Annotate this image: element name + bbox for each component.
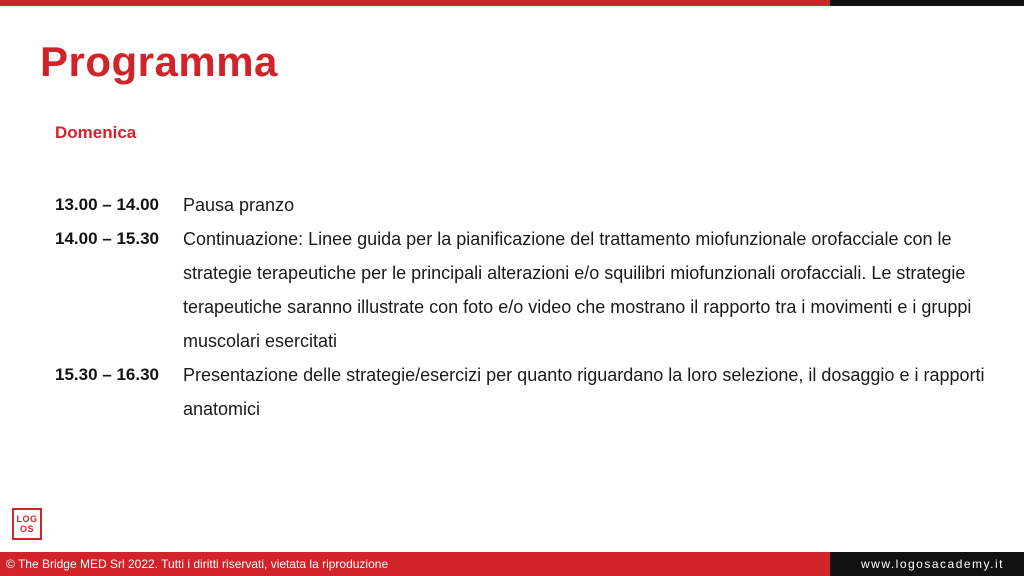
agenda-row bbox=[55, 222, 995, 358]
agenda-description: Pausa pranzo bbox=[183, 195, 295, 215]
agenda-time: 15.30 – 16.30 bbox=[55, 365, 159, 384]
website-link[interactable]: www.logosacademy.it bbox=[861, 557, 1004, 571]
agenda-description: Presentazione delle strategie/esercizi per quanto riguardano la loro selezione, il dosaggio e i rapporti anatomici bbox=[183, 365, 985, 419]
page-title: Programma bbox=[40, 38, 278, 85]
agenda-time: 13.00 – 14.00 bbox=[55, 195, 159, 214]
footer-bar bbox=[0, 552, 830, 576]
agenda-description: Continuazione: Linee guida per la pianificazione del trattamento miofunzionale orofacciale con le strategie terapeutiche per le principali alterazioni e/o squilibri miofunzionali orofacciali. Le strategie terapeutiche saranno illustrate con foto e/o video che mostrano il rapporto tra i movimenti e i gruppi muscolari esercitati bbox=[183, 229, 972, 351]
agenda-row bbox=[55, 188, 995, 222]
logo-text-bottom: OS bbox=[19, 524, 34, 534]
copyright-text: © The Bridge MED Srl 2022. Tutti i diritti riservati, vietata la riproduzione bbox=[6, 557, 389, 571]
top-dark-bar bbox=[830, 0, 1024, 6]
footer-website-bar bbox=[830, 552, 1024, 576]
day-heading: Domenica bbox=[55, 123, 137, 142]
logos-logo bbox=[12, 508, 42, 540]
logo-text-top: LOG bbox=[16, 514, 38, 524]
agenda-time: 14.00 – 15.30 bbox=[55, 229, 159, 248]
top-accent-bar bbox=[0, 0, 830, 6]
agenda-list bbox=[55, 188, 995, 426]
agenda-row bbox=[55, 358, 995, 426]
